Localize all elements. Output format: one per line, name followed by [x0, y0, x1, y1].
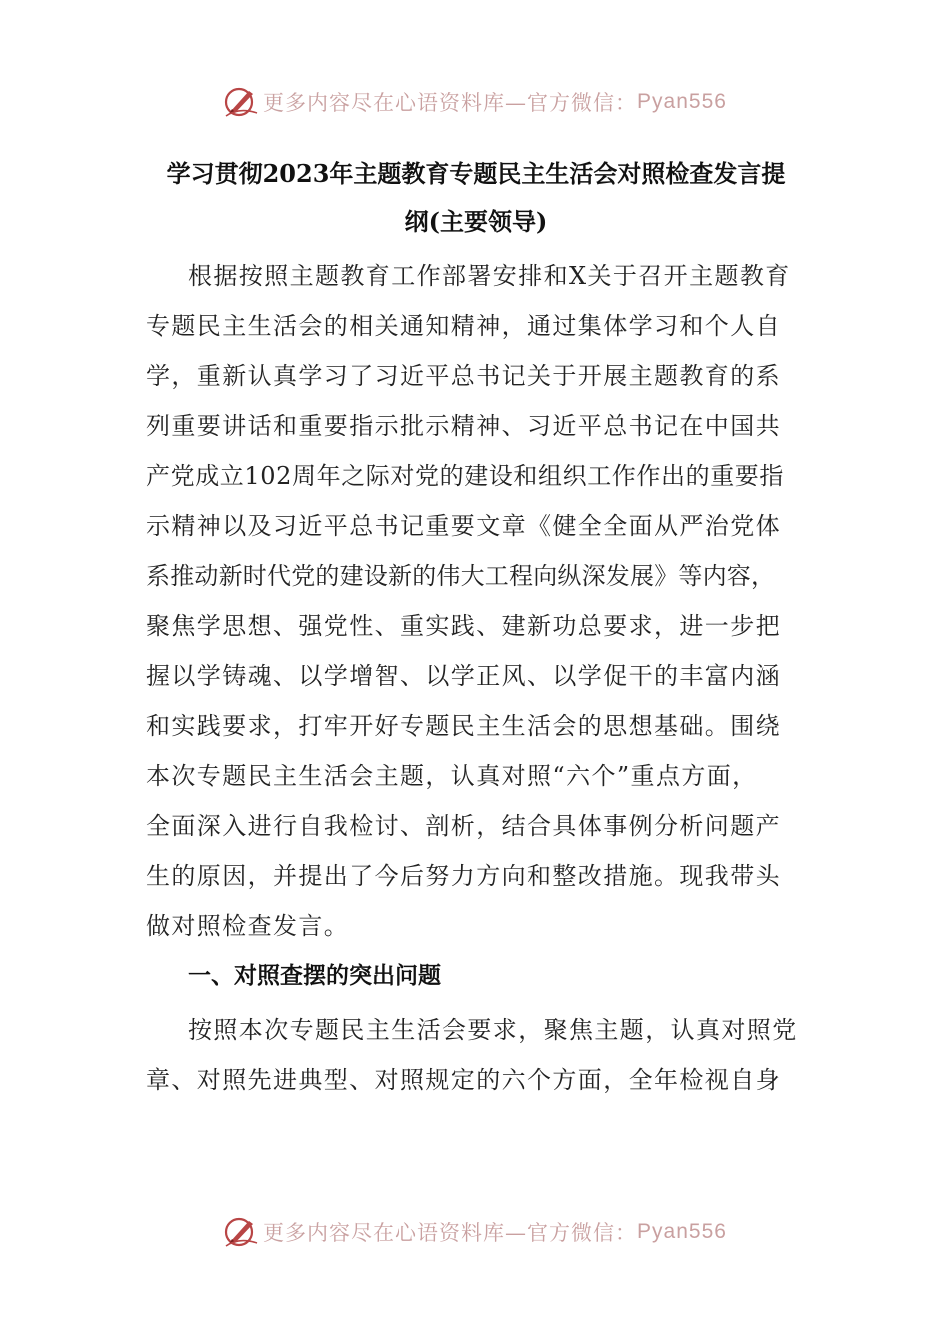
paragraph-1-line: 和实践要求，打牢开好专题民主生活会的思想基础。围绕: [146, 712, 781, 740]
paragraph-1-line: 产党成立102周年之际对党的建设和组织工作作出的重要指: [146, 462, 785, 490]
paragraph-1-line: 学，重新认真学习了习近平总书记关于开展主题教育的系: [146, 362, 781, 390]
watermark-wechat-id: Pyan556: [637, 90, 727, 113]
paragraph-1-line: 系推动新时代党的建设新的伟大工程向纵深发展》等内容，: [146, 562, 776, 590]
paragraph-1-line: 全面深入进行自我检讨、剖析，结合具体事例分析问题产: [146, 812, 781, 840]
watermark-brand-text: 更多内容尽在心语资料库—官方微信：: [263, 1221, 638, 1245]
pen-logo-icon: [223, 85, 259, 119]
paragraph-1-line: 列重要讲话和重要指示批示精神、习近平总书记在中国共: [146, 412, 781, 440]
watermark-wechat-id: Pyan556: [637, 1220, 727, 1243]
watermark-banner-top: [0, 82, 950, 122]
paragraph-1-line: 做对照检查发言。: [146, 912, 350, 940]
paragraph-1-line: 本次专题民主生活会主题，认真对照“六个”重点方面，: [146, 762, 758, 790]
paragraph-1-line: 根据按照主题教育工作部署安排和X关于召开主题教育: [188, 262, 791, 290]
paragraph-2-line: 章、对照先进典型、对照规定的六个方面，全年检视自身: [146, 1066, 781, 1094]
pen-logo-icon: [223, 1215, 259, 1249]
paragraph-1-line: 握以学铸魂、以学增智、以学正风、以学促干的丰富内涵: [146, 662, 781, 690]
section-1-heading: 一、对照查摆的突出问题: [188, 962, 441, 989]
document-title-line-1: 学习贯彻2023年主题教育专题民主生活会对照检查发言提: [166, 159, 786, 188]
watermark-banner-bottom: [0, 1212, 950, 1252]
paragraph-2-line: 按照本次专题民主生活会要求，聚焦主题，认真对照党: [188, 1016, 798, 1044]
paragraph-1-line: 示精神以及习近平总书记重要文章《健全全面从严治党体: [146, 512, 781, 540]
watermark-brand-text: 更多内容尽在心语资料库—官方微信：: [263, 91, 638, 115]
paragraph-1-line: 生的原因，并提出了今后努力方向和整改措施。现我带头: [146, 862, 781, 890]
paragraph-1-line: 专题民主生活会的相关通知精神，通过集体学习和个人自: [146, 312, 781, 340]
paragraph-1-line: 聚焦学思想、强党性、重实践、建新功总要求，进一步把: [146, 612, 781, 640]
document-title-line-2: 纲(主要领导): [404, 207, 548, 236]
